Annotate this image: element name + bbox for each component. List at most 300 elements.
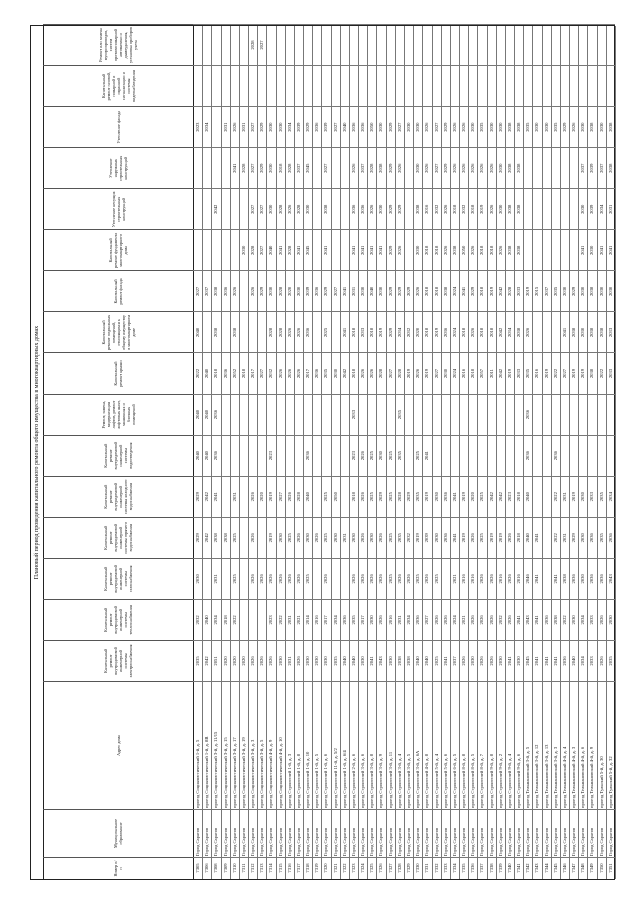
table-cell [294, 435, 303, 476]
table-cell: Город Саратов [193, 809, 202, 857]
table-cell: 2038 [587, 270, 596, 311]
table-cell [606, 65, 615, 106]
table-body [193, 26, 615, 879]
table-cell [358, 65, 367, 106]
table-cell: 2026 [294, 517, 303, 558]
table-cell: 2029 [560, 106, 569, 147]
table-cell: 2034 [395, 311, 404, 352]
table-cell [597, 394, 606, 435]
table-cell: 2026 [248, 270, 257, 311]
table-cell: 2026 [358, 435, 367, 476]
table-cell: 2036 [340, 599, 349, 640]
table-cell: 7331 [422, 857, 431, 879]
table-cell: 2026 [294, 640, 303, 681]
table-cell: 2041 [459, 270, 468, 311]
table-cell: 2020 [257, 476, 266, 517]
table-cell: Город Саратов [221, 809, 230, 857]
table-cell [404, 65, 413, 106]
table-cell: 2027 [432, 353, 441, 394]
table-cell: 2026 [294, 353, 303, 394]
table-cell: 2037 [578, 147, 587, 188]
table-cell: 2042 [202, 640, 211, 681]
table-cell: проезд Социалистический 3-й, д. 11/15 [211, 681, 220, 809]
table-cell [193, 229, 202, 270]
column-header: Номер п/п [43, 857, 193, 879]
table-cell: 2025 [321, 476, 330, 517]
table-cell: 2038 [376, 147, 385, 188]
table-cell: 2019 [376, 311, 385, 352]
table-cell: 2036 [587, 517, 596, 558]
table-cell: 2019 [459, 476, 468, 517]
table-cell: 2026 [459, 147, 468, 188]
table-cell: 2030 [413, 229, 422, 270]
table-cell: 2030 [266, 270, 275, 311]
table-cell [569, 394, 578, 435]
table-cell: 2030 [578, 558, 587, 599]
table-cell: 2026 [230, 106, 239, 147]
table-cell: 2030 [303, 517, 312, 558]
table-cell: 7350 [597, 857, 606, 879]
table-cell: 7311 [239, 857, 248, 879]
table-cell: 2029 [257, 270, 266, 311]
table-cell: 2041 [358, 229, 367, 270]
table-cell: 2038 [505, 106, 514, 147]
table-cell: 2021 [450, 558, 459, 599]
column-header: Капитальный ремонт подвальных помещений, относящихся к общему имуществу в многоквартирном доме [43, 311, 193, 352]
table-cell [202, 311, 211, 352]
table-cell: 7351 [606, 857, 615, 879]
table-cell: 2035 [523, 353, 532, 394]
table-cell [532, 394, 541, 435]
table-cell: 2032 [193, 599, 202, 640]
table-cell: 2039 [303, 270, 312, 311]
table-cell: 2028 [248, 229, 257, 270]
table-cell [505, 435, 514, 476]
table-cell [413, 24, 422, 65]
table-cell: Город Саратов [239, 809, 248, 857]
table-cell: 2033 [587, 599, 596, 640]
table-cell: 2021 [459, 599, 468, 640]
table-cell [248, 599, 257, 640]
table-cell: 2036 [597, 558, 606, 599]
table-cell: 2016 [422, 188, 431, 229]
table-cell: 2026 [468, 517, 477, 558]
table-cell [312, 394, 321, 435]
table-cell [211, 24, 220, 65]
table-cell: проезд Тельмановский 4-й, д. 3 [569, 681, 578, 809]
table-cell [413, 394, 422, 435]
table-cell [386, 394, 395, 435]
table-cell: 2036 [587, 558, 596, 599]
table-cell: 2036 [221, 270, 230, 311]
table-cell: 2038 [551, 599, 560, 640]
table-cell [606, 394, 615, 435]
table-cell: 2023 [266, 599, 275, 640]
table-cell: 2019 [477, 188, 486, 229]
table-cell [340, 147, 349, 188]
table-cell [331, 65, 340, 106]
table-cell: 2024 [450, 270, 459, 311]
table-cell [294, 394, 303, 435]
table-cell: 2026 [468, 229, 477, 270]
table-cell: 2041 [542, 640, 551, 681]
table-cell: проезд Тульский 5-й, д. 32 [606, 681, 615, 809]
table-cell: проезд Строителей 5-й, д. 4 [432, 681, 441, 809]
table-cell [312, 229, 321, 270]
table-cell [441, 24, 450, 65]
table-cell: 2038 [606, 147, 615, 188]
table-cell [202, 229, 211, 270]
table-cell: 2016 [386, 599, 395, 640]
table-cell: 2038 [413, 188, 422, 229]
table-cell: 7306 [202, 857, 211, 879]
table-cell: 2030 [606, 599, 615, 640]
table-cell [221, 435, 230, 476]
table-cell: 2036 [303, 311, 312, 352]
table-cell: 2038 [514, 106, 523, 147]
table-cell: 2040 [193, 311, 202, 352]
table-cell: 7309 [221, 857, 230, 879]
table-cell [266, 24, 275, 65]
table-cell: 2030 [578, 270, 587, 311]
table-cell: 2030 [276, 517, 285, 558]
table-cell [459, 394, 468, 435]
table-cell: 2027 [386, 353, 395, 394]
table-cell: 2031 [395, 599, 404, 640]
table-cell: 2030 [441, 353, 450, 394]
table-cell: 2026 [468, 147, 477, 188]
table-cell: 2030 [331, 353, 340, 394]
table-cell: 2035 [597, 476, 606, 517]
table-cell [331, 229, 340, 270]
table-cell [340, 24, 349, 65]
table-cell: 2026 [358, 558, 367, 599]
table-cell: 2040 [202, 394, 211, 435]
table-cell: 2036 [312, 106, 321, 147]
table-cell: 2035 [551, 270, 560, 311]
table-cell [358, 394, 367, 435]
table-cell: Город Саратов [257, 809, 266, 857]
table-cell [312, 311, 321, 352]
table-cell [221, 311, 230, 352]
table-cell: 2038 [450, 229, 459, 270]
table-cell: 2026 [459, 106, 468, 147]
table-cell: 2039 [321, 106, 330, 147]
table-cell [248, 311, 257, 352]
table-cell: 7325 [367, 857, 376, 879]
table-cell: проезд Строителей 8-й, д. 5 [468, 681, 477, 809]
table-cell: 2041 [422, 435, 431, 476]
table-cell: 2041 [367, 640, 376, 681]
table-cell [239, 476, 248, 517]
table-cell: 2029 [193, 476, 202, 517]
table-cell: 7318 [303, 857, 312, 879]
table-cell: проезд Тельмановский 4-й, д. 4 [560, 681, 569, 809]
table-cell [312, 188, 321, 229]
table-cell [276, 435, 285, 476]
table-cell: 2028 [239, 147, 248, 188]
table-cell: 2028 [276, 311, 285, 352]
table-cell: 2026 [266, 640, 275, 681]
table-cell: 2022 [551, 476, 560, 517]
document-page [30, 25, 615, 880]
table-cell: 2016 [468, 558, 477, 599]
table-cell: 2030 [578, 517, 587, 558]
table-cell: 2030 [376, 188, 385, 229]
table-cell: 2018 [349, 311, 358, 352]
table-cell: 2030 [487, 106, 496, 147]
table-cell [257, 599, 266, 640]
table-cell: 2036 [542, 599, 551, 640]
table-cell: 2028 [395, 476, 404, 517]
table-cell: 2046 [523, 558, 532, 599]
table-cell: 2027 [257, 188, 266, 229]
table-cell [276, 394, 285, 435]
table-cell: 2018 [349, 476, 358, 517]
table-cell [257, 517, 266, 558]
table-cell: 2018 [422, 311, 431, 352]
table-cell: 2030 [587, 229, 596, 270]
table-cell: 2034 [505, 311, 514, 352]
table-cell [202, 188, 211, 229]
table-cell: 2027 [560, 353, 569, 394]
table-cell: 2026 [441, 188, 450, 229]
table-cell: 7310 [230, 857, 239, 879]
table-cell [496, 394, 505, 435]
table-cell [468, 24, 477, 65]
table-cell: 7327 [386, 857, 395, 879]
table-cell: 2040 [340, 640, 349, 681]
table-cell: 2029 [321, 270, 330, 311]
table-cell [404, 229, 413, 270]
table-cell: 2025 [386, 476, 395, 517]
table-cell: 2024 [450, 599, 459, 640]
table-cell: 2041 [294, 229, 303, 270]
table-cell: проезд Социалистический 3-й, д. 5 [257, 681, 266, 809]
table-cell: 2037 [597, 147, 606, 188]
table-cell: 2026 [312, 517, 321, 558]
table-cell [587, 394, 596, 435]
table-cell: 2030 [349, 517, 358, 558]
table-cell [514, 394, 523, 435]
table-cell: 2026 [376, 558, 385, 599]
table-cell: 2020 [221, 640, 230, 681]
table-cell: 2027 [193, 270, 202, 311]
table-cell: 2026 [248, 640, 257, 681]
table-cell: проезд Строителей 11-й, д. 5/2 [331, 681, 340, 809]
table-cell: 2027 [331, 270, 340, 311]
table-cell: 2026 [505, 558, 514, 599]
table-cell: 2036 [569, 558, 578, 599]
table-cell: 2018 [477, 229, 486, 270]
table-cell [542, 229, 551, 270]
table-cell: 2026 [505, 599, 514, 640]
table-cell: 2022 [230, 599, 239, 640]
table-cell: 2030 [294, 270, 303, 311]
table-cell: 2020 [413, 311, 422, 352]
table-cell: 2021 [294, 599, 303, 640]
table-cell: Город Саратов [459, 809, 468, 857]
table-cell: проезд Социалистический 3-й, д. 17 [230, 681, 239, 809]
table-cell: 2032 [459, 188, 468, 229]
table-cell: 7348 [578, 857, 587, 879]
table-cell: 2016 [312, 599, 321, 640]
table-cell: 2040 [202, 353, 211, 394]
table-cell [487, 24, 496, 65]
table-cell: Город Саратов [569, 809, 578, 857]
table-cell [532, 476, 541, 517]
table-cell: 2024 [450, 311, 459, 352]
table-cell: 2026 [477, 599, 486, 640]
table-cell: 2038 [514, 229, 523, 270]
table-cell: 2018 [239, 353, 248, 394]
table-cell: 2027 [276, 476, 285, 517]
table-cell [312, 558, 321, 599]
table-cell [321, 435, 330, 476]
table-cell: 2026 [367, 558, 376, 599]
table-cell: 7308 [211, 857, 220, 879]
table-cell: Город Саратов [230, 809, 239, 857]
table-cell [459, 65, 468, 106]
table-cell: 2018 [432, 229, 441, 270]
table-cell: 2035 [395, 435, 404, 476]
table-cell: 2030 [404, 106, 413, 147]
table-cell: проезд Социалистический 4-й, д. 10 [276, 681, 285, 809]
table-cell [487, 65, 496, 106]
table-cell [239, 394, 248, 435]
table-cell: Город Саратов [523, 809, 532, 857]
table-cell: 2031 [560, 517, 569, 558]
table-cell: 2019 [487, 517, 496, 558]
table-cell: 2043 [376, 640, 385, 681]
table-cell [266, 65, 275, 106]
table-cell: проезд Социалистический 3-й, д. 3 [248, 681, 257, 809]
table-cell: 2018 [367, 311, 376, 352]
table-cell: 2038 [505, 147, 514, 188]
table-cell [450, 65, 459, 106]
table-cell: 2019 [523, 270, 532, 311]
table-cell [230, 65, 239, 106]
table-cell: 2036 [441, 517, 450, 558]
table-cell: 7322 [340, 857, 349, 879]
table-cell [248, 435, 257, 476]
table-cell: 2040 [202, 599, 211, 640]
table-cell [221, 558, 230, 599]
table-cell: 2029 [468, 270, 477, 311]
table-cell: 2029 [441, 106, 450, 147]
table-cell: 2026 [505, 517, 514, 558]
table-cell: 2031 [239, 106, 248, 147]
table-cell: Город Саратов [532, 809, 541, 857]
table-cell: 7329 [404, 857, 413, 879]
table-cell: 2040 [193, 435, 202, 476]
table-cell [202, 24, 211, 65]
table-cell: 2032 [404, 311, 413, 352]
table-cell: 2041 [560, 311, 569, 352]
table-cell: 2017 [248, 353, 257, 394]
table-cell: 2026 [487, 558, 496, 599]
table-cell [532, 229, 541, 270]
table-cell [340, 394, 349, 435]
table-cell: 2022 [551, 517, 560, 558]
table-cell: 2026 [468, 311, 477, 352]
table-cell: 2030 [376, 270, 385, 311]
table-cell: 2030 [386, 640, 395, 681]
table-cell: 2030 [276, 106, 285, 147]
table-cell: 2015 [532, 270, 541, 311]
table-cell: 2019 [459, 517, 468, 558]
table-cell: 2041 [349, 229, 358, 270]
table-cell: 7335 [459, 857, 468, 879]
table-cell: 2025 [386, 435, 395, 476]
table-cell: проезд Социалистический 1-й, д. 8В [202, 681, 211, 809]
table-cell: 7316 [285, 857, 294, 879]
table-cell [331, 558, 340, 599]
table-cell: проезд Тельмановский 3-й, д. 5 [523, 681, 532, 809]
table-cell: 2022 [551, 353, 560, 394]
table-cell: 2027 [432, 106, 441, 147]
table-cell [560, 435, 569, 476]
table-cell: Город Саратов [376, 809, 385, 857]
table-cell [404, 188, 413, 229]
table-cell: 2018 [477, 311, 486, 352]
table-cell: 2026 [321, 558, 330, 599]
table-cell [587, 435, 596, 476]
table-cell [376, 394, 385, 435]
table-cell: 2019 [422, 476, 431, 517]
table-cell: Город Саратов [321, 809, 330, 857]
table-cell [560, 24, 569, 65]
table-cell: 2026 [349, 558, 358, 599]
table-cell [404, 24, 413, 65]
table-cell: 2025 [432, 558, 441, 599]
table-cell: 2030 [606, 270, 615, 311]
table-cell [230, 188, 239, 229]
table-cell: 7340 [505, 857, 514, 879]
table-cell: 2020 [468, 476, 477, 517]
table-cell [450, 394, 459, 435]
table-cell [239, 270, 248, 311]
table-cell [239, 188, 248, 229]
table-cell: проезд Строителей 3-й, д. 11 [386, 681, 395, 809]
table-cell: 2019 [432, 311, 441, 352]
table-cell: 2030 [321, 640, 330, 681]
table-cell: 2031 [221, 106, 230, 147]
table-cell: 2029 [386, 311, 395, 352]
table-cell [221, 229, 230, 270]
table-cell: 2045 [523, 640, 532, 681]
table-cell: Город Саратов [587, 809, 596, 857]
table-cell: 2016 [459, 353, 468, 394]
table-cell: 7317 [294, 857, 303, 879]
table-cell: 2029 [395, 188, 404, 229]
table-cell: 2019 [422, 353, 431, 394]
table-cell: 2019 [542, 353, 551, 394]
table-cell [239, 24, 248, 65]
table-cell: 2028 [266, 311, 275, 352]
table-cell: 2041 [532, 517, 541, 558]
table-cell [422, 24, 431, 65]
table-cell [340, 435, 349, 476]
table-cell: 2020 [239, 640, 248, 681]
table-cell: 2026 [441, 599, 450, 640]
table-cell [331, 147, 340, 188]
table-cell: Город Саратов [367, 809, 376, 857]
table-cell [477, 65, 486, 106]
table-cell [441, 394, 450, 435]
table-cell: 2036 [560, 640, 569, 681]
table-cell: 2050 [459, 229, 468, 270]
